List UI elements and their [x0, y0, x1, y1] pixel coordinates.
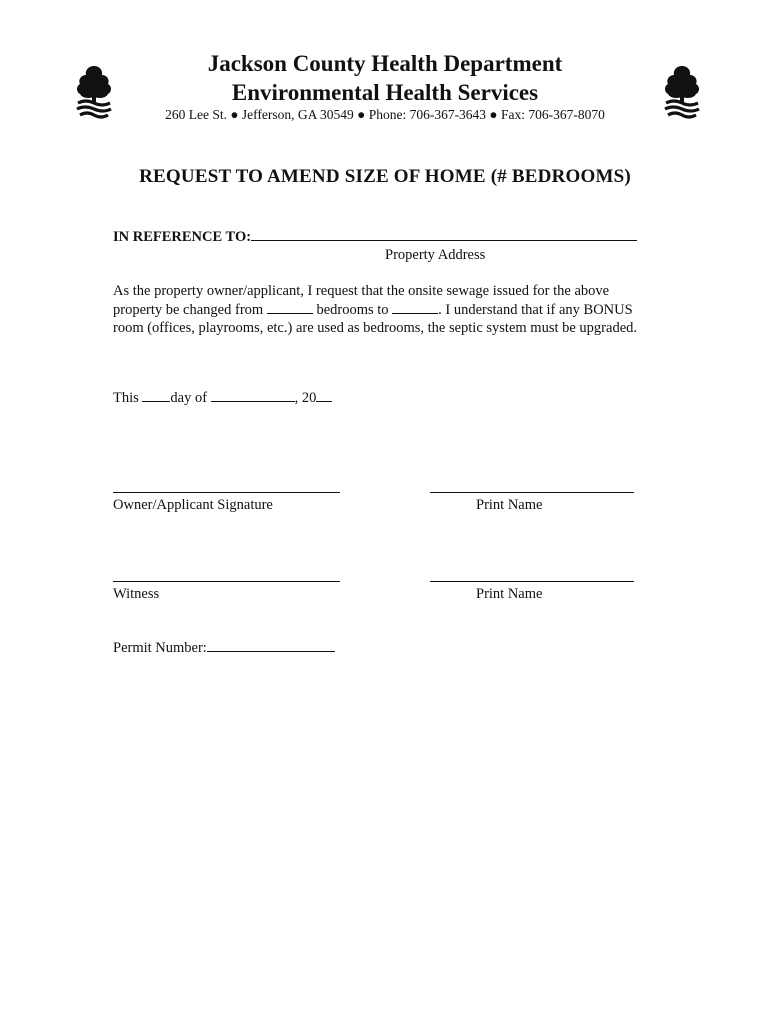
org-name: Jackson County Health Department — [207, 51, 563, 76]
year-field[interactable] — [316, 389, 332, 402]
bedrooms-to-field[interactable] — [392, 301, 438, 314]
witness-print-name-line[interactable] — [430, 581, 634, 582]
org-contact-line: 260 Lee St. ● Jefferson, GA 30549 ● Phone: 706-367-3643 ● Fax: 706-367-8070 — [165, 107, 605, 122]
form-title: REQUEST TO AMEND SIZE OF HOME (# BEDROOMS) — [139, 166, 631, 187]
day-field[interactable] — [142, 389, 170, 402]
date-this-text: This — [113, 390, 143, 406]
date-year-prefix: , 20 — [294, 390, 317, 406]
date-row — [113, 389, 332, 408]
reference-label: IN REFERENCE TO: — [113, 229, 252, 245]
bedrooms-from-field[interactable] — [267, 301, 313, 314]
witness-signature-line[interactable] — [113, 581, 340, 582]
print-name-label: Print Name — [476, 586, 543, 602]
owner-print-name-line[interactable] — [430, 492, 634, 493]
statement-text-1: As the property owner/applicant, I request that the onsite sewage issued for the above property be changed from — [113, 283, 610, 318]
date-day-of-text: day of — [170, 390, 211, 406]
permit-row — [113, 639, 335, 658]
permit-number-field[interactable] — [207, 639, 335, 652]
statement-paragraph — [113, 282, 658, 338]
print-name-label: Print Name — [476, 497, 543, 513]
statement-text-2: bedrooms to — [312, 301, 393, 318]
org-division: Environmental Health Services — [231, 80, 539, 105]
statement-text-3: . I understand that if any BONUS room (offices, playrooms, etc.) are used as bedrooms, the septic system must be upgraded. — [113, 301, 638, 336]
permit-label: Permit Number: — [113, 640, 207, 656]
month-field[interactable] — [211, 389, 295, 402]
property-address-caption: Property Address — [385, 247, 486, 263]
witness-label: Witness — [113, 586, 160, 602]
owner-signature-label: Owner/Applicant Signature — [113, 497, 273, 513]
reference-row — [113, 228, 637, 247]
owner-signature-line[interactable] — [113, 492, 340, 493]
property-address-field[interactable] — [251, 228, 637, 241]
